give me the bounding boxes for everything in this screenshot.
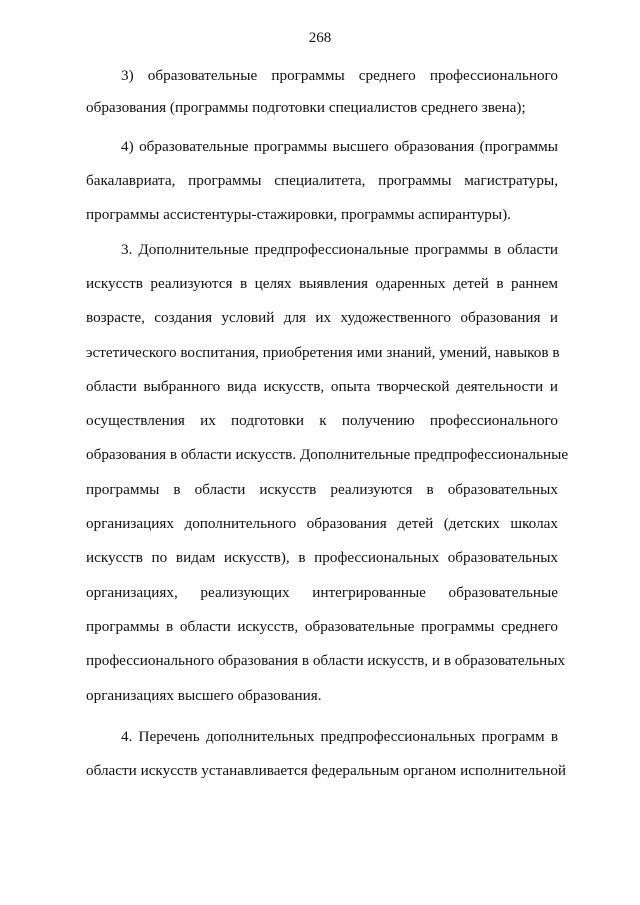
text-line: 3) образовательные программы среднего профессионального bbox=[121, 67, 558, 84]
text-line: эстетического воспитания, приобретения ими знаний, умений, навыков в bbox=[86, 344, 560, 361]
text-line: программы в области искусств, образовательные программы среднего bbox=[86, 618, 558, 635]
text-line: возрасте, создания условий для их художественного образования и bbox=[86, 309, 558, 326]
text-line: искусств по видам искусств), в профессиональных образовательных bbox=[86, 549, 558, 566]
text-line: образования (программы подготовки специалистов среднего звена); bbox=[86, 99, 526, 116]
text-line: 4) образовательные программы высшего образования (программы bbox=[121, 138, 558, 155]
text-line: программы в области искусств реализуются в образовательных bbox=[86, 481, 558, 498]
text-line: организациях, реализующих интегрированные образовательные bbox=[86, 584, 558, 601]
text-line: осуществления их подготовки к получению профессионального bbox=[86, 412, 558, 429]
text-line: искусств реализуются в целях выявления одаренных детей в раннем bbox=[86, 275, 558, 292]
text-line: профессионального образования в области искусств, и в образовательных bbox=[86, 652, 566, 669]
text-line: организациях высшего образования. bbox=[86, 687, 322, 704]
text-line: образования в области искусств. Дополнительные предпрофессиональные bbox=[86, 446, 569, 463]
text-line: организациях дополнительного образования детей (детских школах bbox=[86, 515, 558, 532]
text-line: 3. Дополнительные предпрофессиональные программы в области bbox=[121, 241, 558, 258]
page-number: 268 bbox=[308, 30, 332, 46]
text-line: области выбранного вида искусств, опыта творческой деятельности и bbox=[86, 378, 558, 395]
text-line: бакалавриата, программы специалитета, программы магистратуры, bbox=[86, 172, 558, 189]
text-line: 4. Перечень дополнительных предпрофессиональных программ в bbox=[121, 728, 558, 745]
text-line: области искусств устанавливается федеральным органом исполнительной bbox=[86, 762, 567, 779]
text-line: программы ассистентуры-стажировки, программы аспирантуры). bbox=[86, 206, 511, 223]
